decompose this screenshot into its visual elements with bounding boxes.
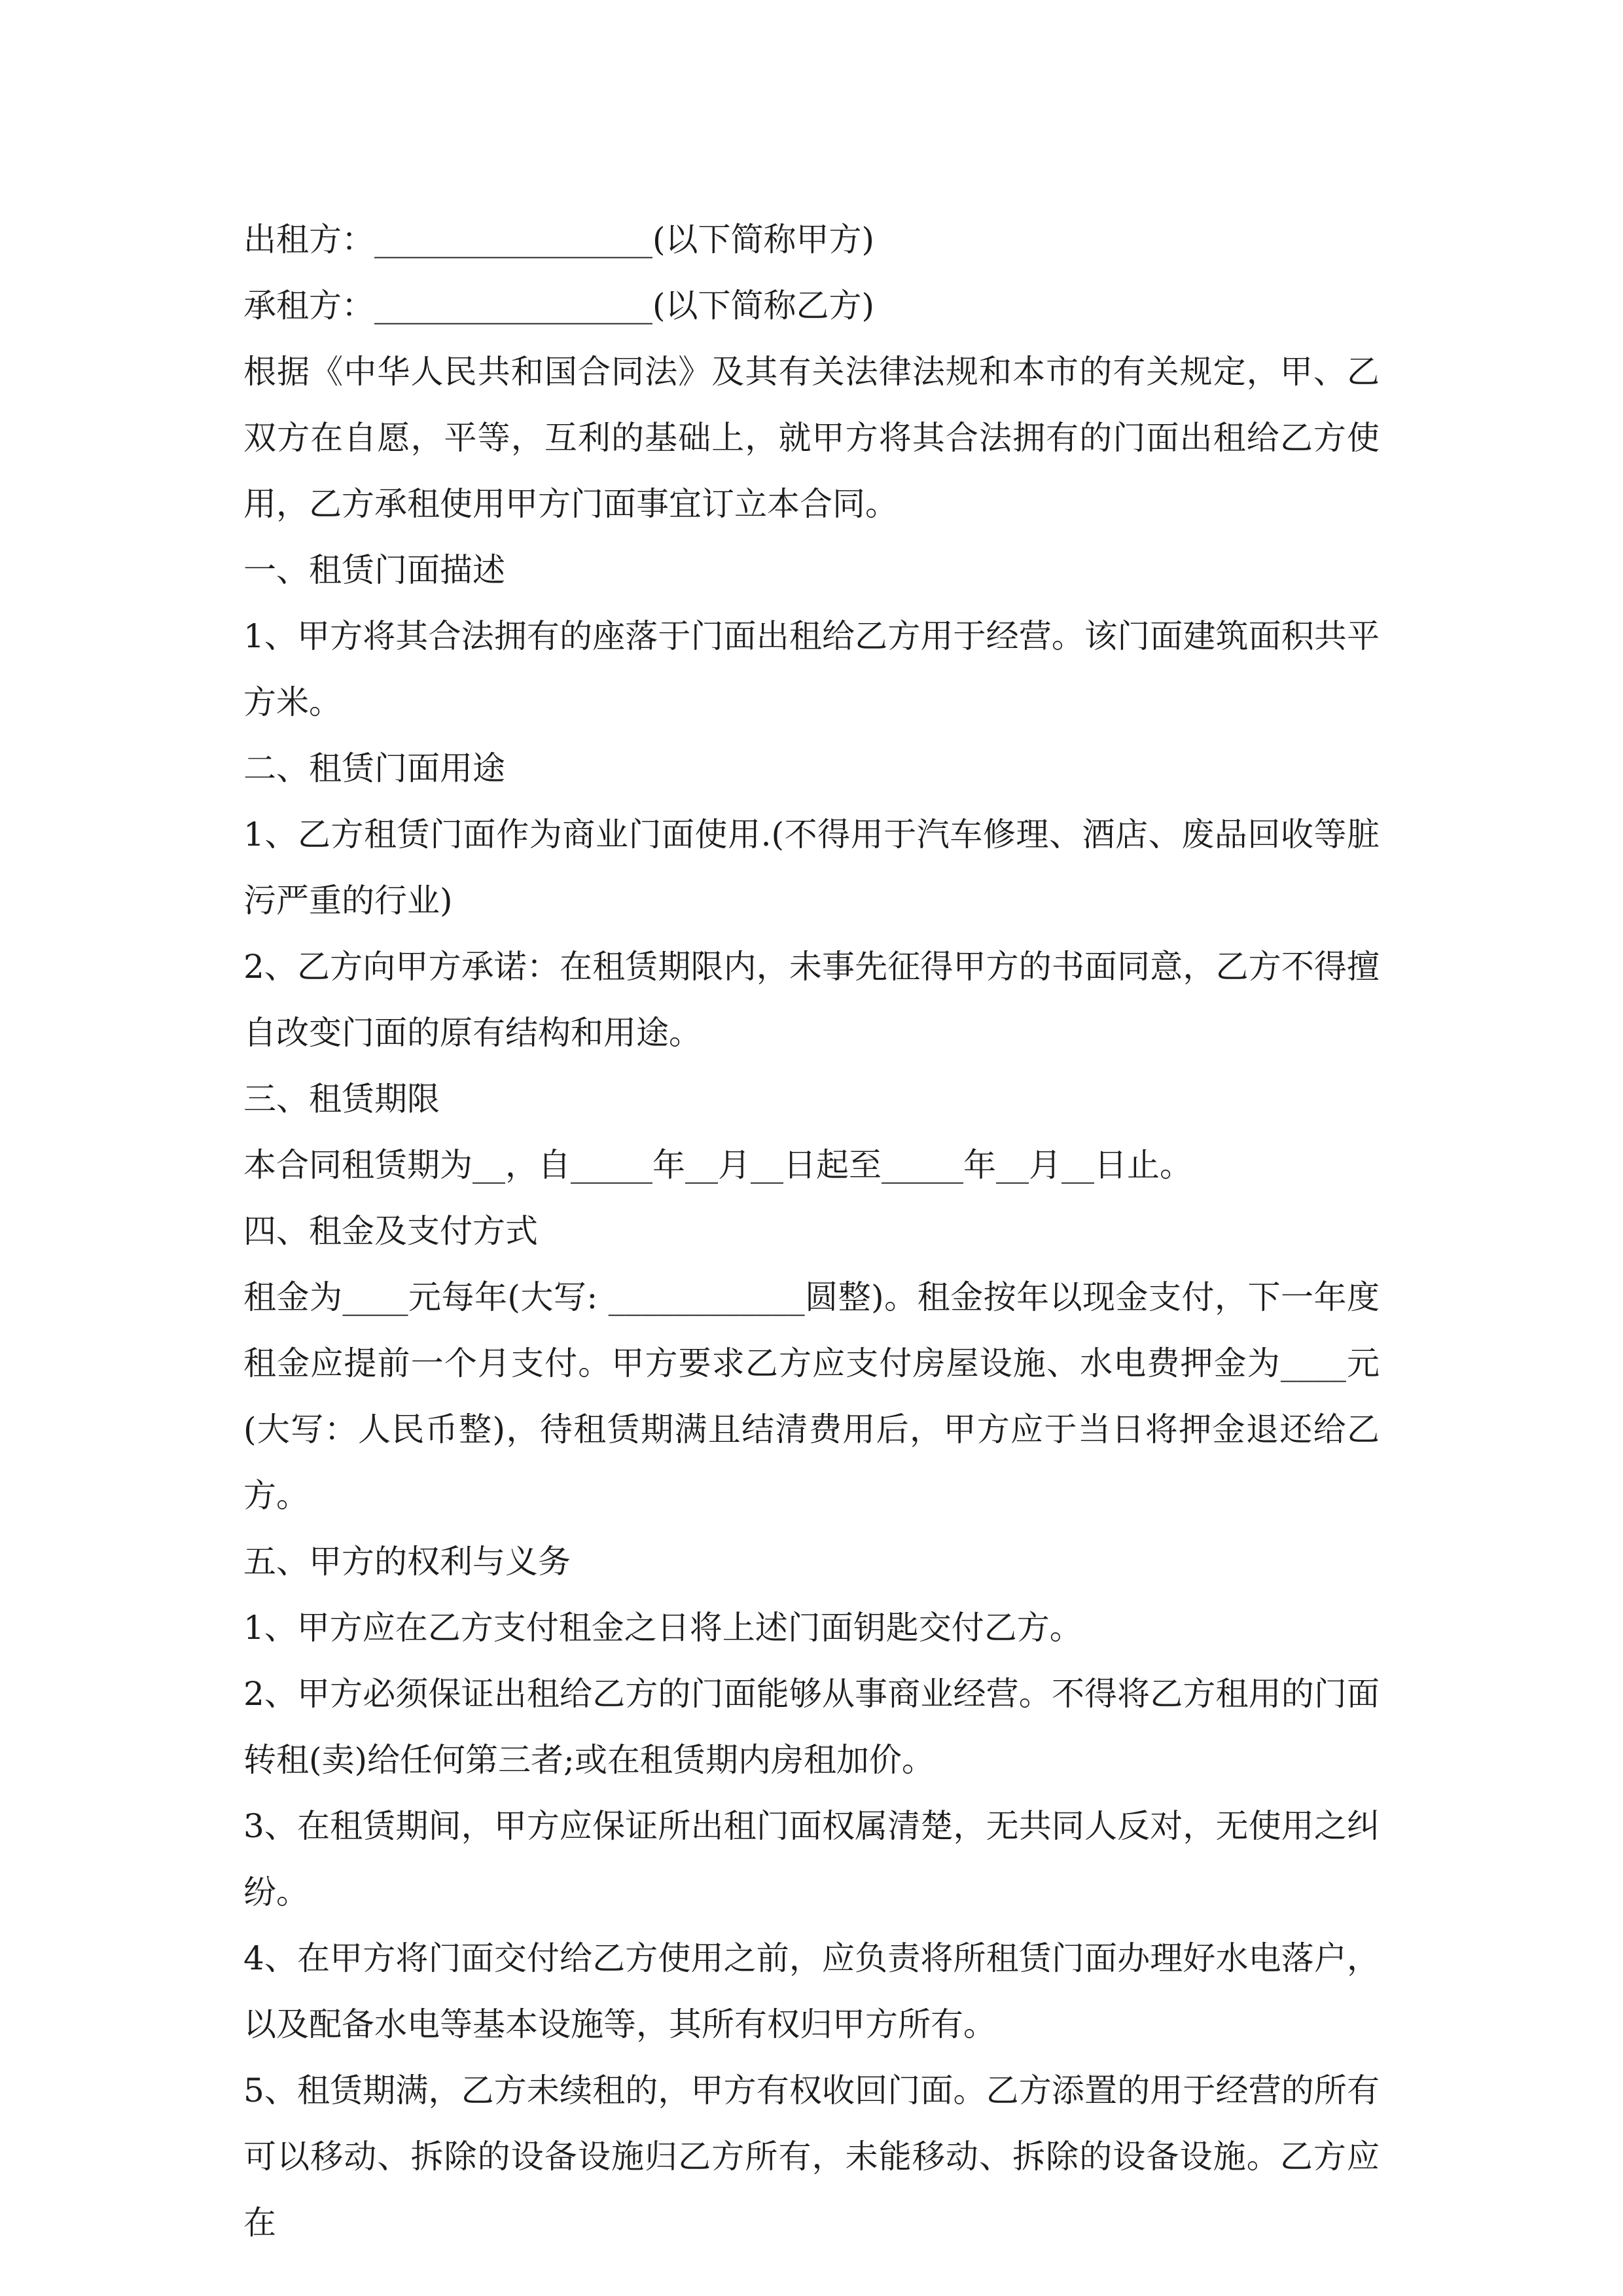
lessor-line: 出租方：_________________(以下简称甲方)	[243, 221, 875, 259]
section-1-clause-1: 1、甲方将其合法拥有的座落于门面出租给乙方用于经营。该门面建筑面积共平方米。	[243, 617, 1380, 721]
preamble-paragraph: 根据《中华人民共和国合同法》及其有关法律法规和本市的有关规定，甲、乙双方在自愿，平等，互利的基础上，就甲方将其合法拥有的门面出租给乙方使用，乙方承租使用甲方门面事宜订立本合同。	[243, 353, 1380, 523]
section-1-heading: 一、租赁门面描述	[243, 551, 505, 589]
section-3-clause-1: 本合同租赁期为__，自_____年__月__日起至_____年__月__日止。	[243, 1146, 1192, 1184]
lessee-line: 承租方：_________________(以下简称乙方)	[243, 287, 875, 325]
section-2-clause-2: 2、乙方向甲方承诺：在租赁期限内，未事先征得甲方的书面同意，乙方不得擅自改变门面的原有结构和用途。	[243, 948, 1380, 1052]
section-5-clause-4: 4、在甲方将门面交付给乙方使用之前，应负责将所租赁门面办理好水电落户，以及配备水电等基本设施等，其所有权归甲方所有。	[243, 1939, 1380, 2043]
section-5-clause-3: 3、在租赁期间，甲方应保证所出租门面权属清楚，无共同人反对，无使用之纠纷。	[243, 1807, 1380, 1911]
section-5-clause-2: 2、甲方必须保证出租给乙方的门面能够从事商业经营。不得将乙方租用的门面转租(卖)给任何第三者;或在租赁期内房租加价。	[243, 1675, 1380, 1779]
section-4-clause-1: 租金为____元每年(大写: ____________圆整)。租金按年以现金支付，下一年度租金应提前一个月支付。甲方要求乙方应支付房屋设施、水电费押金为____元(大写：人民币整)，待租赁期满且结清费用后，甲方应于当日将押金退还给乙方。	[243, 1278, 1380, 1515]
contract-document	[243, 207, 1380, 2256]
section-2-clause-1: 1、乙方租赁门面作为商业门面使用.(不得用于汽车修理、酒店、废品回收等脏污严重的行业)	[243, 816, 1380, 920]
section-5-clause-5: 5、租赁期满，乙方未续租的，甲方有权收回门面。乙方添置的用于经营的所有可以移动、拆除的设备设施归乙方所有，未能移动、拆除的设备设施。乙方应在	[243, 2072, 1380, 2242]
section-4-heading: 四、租金及支付方式	[243, 1212, 538, 1250]
section-5-heading: 五、甲方的权利与义务	[243, 1543, 571, 1581]
section-5-clause-1: 1、甲方应在乙方支付租金之日将上述门面钥匙交付乙方。	[243, 1609, 1082, 1647]
section-3-heading: 三、租赁期限	[243, 1080, 440, 1118]
section-2-heading: 二、租赁门面用途	[243, 749, 505, 787]
